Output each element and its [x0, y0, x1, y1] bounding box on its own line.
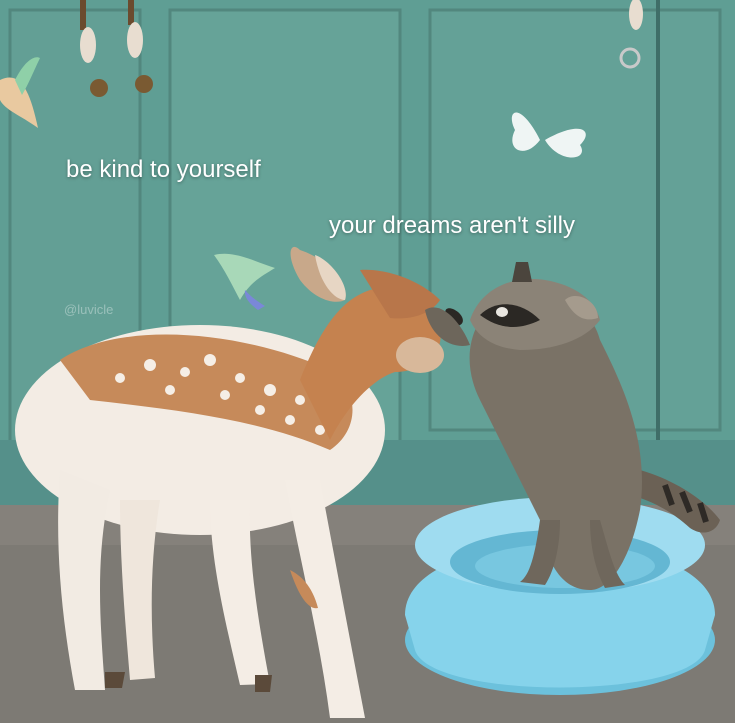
watermark-text: @luvicle [64, 302, 114, 317]
caption-line-1: be kind to yourself [66, 156, 261, 183]
caption-line-2: your dreams aren't silly [329, 212, 575, 239]
